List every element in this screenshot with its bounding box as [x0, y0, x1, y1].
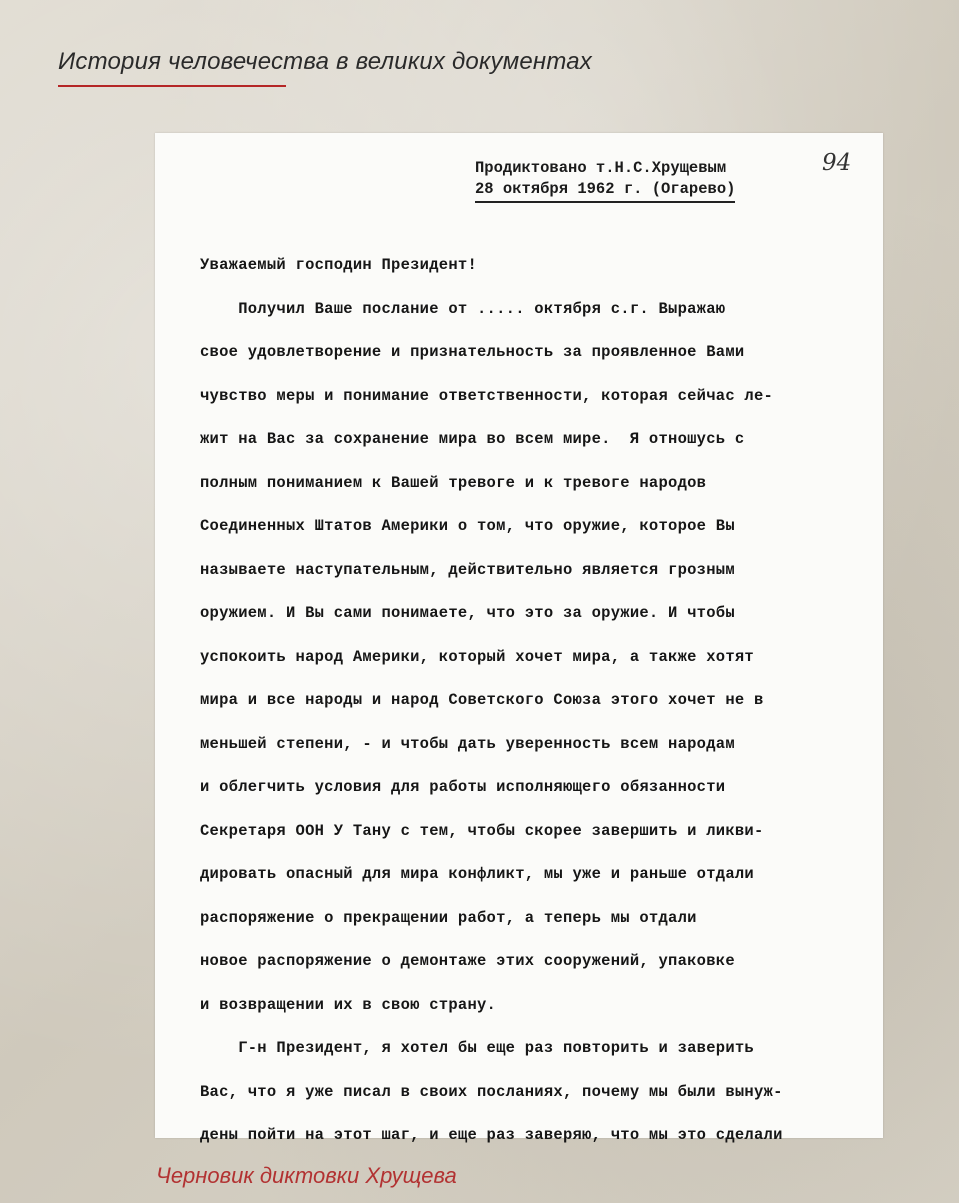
letter-line: чувство меры и понимание ответственности, которая сейчас ле-	[200, 386, 774, 405]
dictation-line-1: Продиктовано т.Н.С.Хрущевым	[475, 159, 727, 177]
dictation-note	[475, 158, 795, 203]
letter-line: новое распоряжение о демонтаже этих сооружений, упаковке	[200, 952, 735, 970]
page-header-title: История человечества в великих документах	[58, 48, 592, 75]
handwritten-page-number: 94	[822, 150, 852, 176]
letter-line: полным пониманием к Вашей тревоге и к тревоге народов	[200, 473, 707, 492]
header-accent-rule	[58, 85, 286, 87]
letter-line: и облегчить условия для работы исполняющего обязанности	[200, 778, 726, 796]
image-caption: Черновик диктовки Хрущева	[156, 1163, 457, 1188]
letter-line: успокоить народ Америки, который хочет мира, а также хотят	[200, 647, 754, 666]
letter-line: меньшей степени, - и чтобы дать уверенность всем народам	[200, 734, 735, 753]
letter-line: свое удовлетворение и признательность за проявленное Вами	[200, 343, 745, 361]
letter-line: Вас, что я уже писал в своих посланиях, почему мы были вынуж-	[200, 1082, 783, 1101]
letter-line: мира и все народы и народ Советского Союза этого хочет не в	[200, 691, 764, 709]
letter-line: Г-н Президент, я хотел бы еще раз повторить и заверить	[200, 1039, 754, 1057]
letter-line: Уважаемый господин Президент!	[200, 256, 477, 274]
letter-line: Получил Ваше послание от ..... октября с.г. Выражаю	[200, 299, 726, 318]
letter-line: распоряжение о прекращении работ, а теперь мы отдали	[200, 908, 697, 927]
letter-line: и возвращении их в свою страну.	[200, 995, 497, 1014]
letter-line: оружием. И Вы сами понимаете, что это за оружие. И чтобы	[200, 604, 735, 622]
letter-line: дировать опасный для мира конфликт, мы уже и раньше отдали	[200, 865, 754, 883]
letter-line: дены пойти на этот шаг, и еще раз заверяю, что мы это сделали	[200, 1126, 783, 1144]
dictation-line-2: 28 октября 1962 г. (Огарево)	[475, 179, 735, 203]
letter-body	[200, 244, 880, 1158]
letter-line: Соединенных Штатов Америки о том, что оружие, которое Вы	[200, 517, 735, 535]
letter-line: жит на Вас за сохранение мира во всем мире. Я отношусь с	[200, 430, 745, 448]
letter-line: Секретаря ООН У Тану с тем, чтобы скорее завершить и ликви-	[200, 821, 764, 840]
letter-line: называете наступательным, действительно является грозным	[200, 560, 735, 579]
